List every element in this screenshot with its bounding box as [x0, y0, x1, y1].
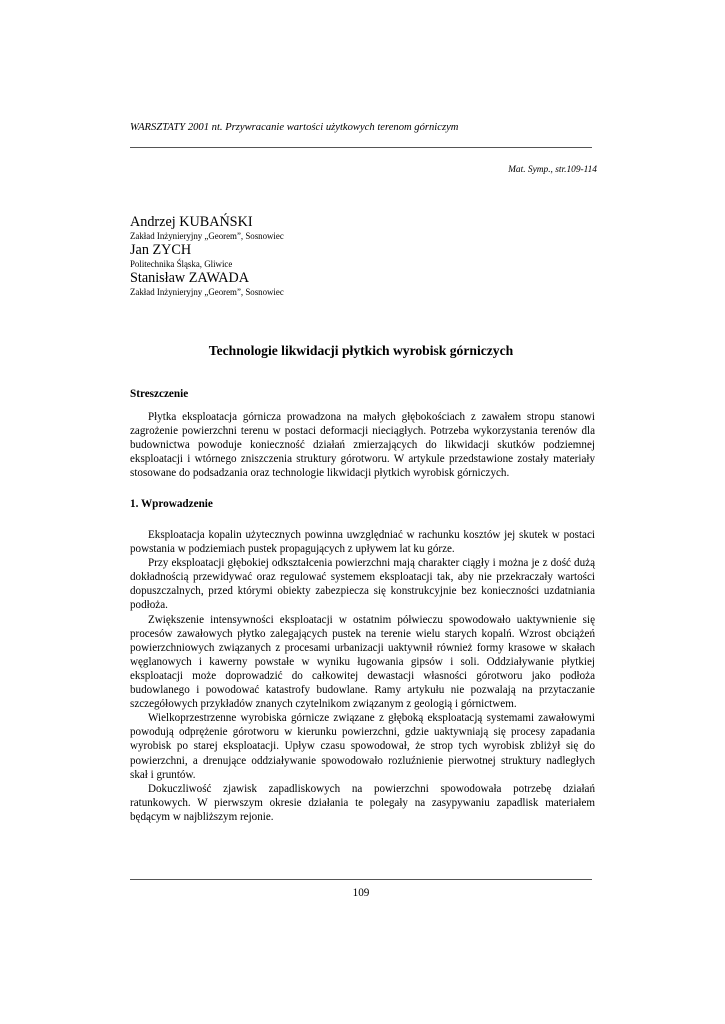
abstract-body [130, 410, 595, 480]
abstract-text: Płytka eksploatacja górnicza prowadzona na małych głębokościach z zawałem stropu stanowi zagrożenie powierzchni terenu w postaci deformacji nieciągłych. Potrzeba wykorzystania terenów dla budownictwa powoduje konieczność działań zmierzających do likwidacji skutków podziemnej eksploatacji i wtórnego zniszczenia struktury górotworu. W artykule przedstawione zostały materiały stosowane do podsadzania oraz technologie likwidacji płytkich wyrobisk górniczych. [130, 411, 595, 480]
header-rule [130, 147, 592, 148]
author-affiliation: Zakład Inżynieryjny „Georem”, Sosnowiec [130, 287, 284, 297]
author-affiliation: Politechnika Śląska, Gliwice [130, 259, 233, 269]
author-affiliation: Zakład Inżynieryjny „Georem”, Sosnowiec [130, 231, 284, 241]
author-name: Andrzej KUBAŃSKI [130, 214, 253, 230]
page-number: 109 [352, 887, 370, 899]
footer-rule [130, 879, 592, 880]
author-name: Jan ZYCH [130, 242, 192, 258]
section-heading: 1. Wprowadzenie [130, 498, 213, 510]
author-list [130, 214, 284, 298]
author-name: Stanisław ZAWADA [130, 270, 250, 286]
paragraph: Przy eksploatacji głębokiej odkształcenia powierzchni mają charakter ciągły i można je z dość dużą dokładnością przewidywać oraz regulować systemem eksploatacji tak, aby nie przekraczały wartości dopuszczalnych, przed którymi obiekty zabezpiecza się konstrukcyjnie bez konieczności uzdatniania podłoża. [130, 557, 595, 612]
paper-title: Technologie likwidacji płytkich wyrobisk górniczych [208, 343, 514, 358]
paragraph: Eksploatacja kopalin użytecznych powinna uwzględniać w rachunku kosztów jej skutek w postaci powstania w podziemiach pustek propagujących z upływem lat ku górze. [130, 529, 595, 556]
paragraph: Wielkoprzestrzenne wyrobiska górnicze związane z głęboką eksploatacją systemami zawałowymi powodują odprężenie górotworu w kierunku powierzchni, gdzie uaktywniają się procesy zapadania wyrobisk po starej eksploatacji. Upływ czasu spowodował, że strop tych wyrobisk zbliżył się do powierzchni, a drenujące oddziaływanie spowodowało rozluźnienie pierwotnej struktury nadległych skał i gruntów. [130, 712, 595, 781]
running-header: WARSZTATY 2001 nt. Przywracanie wartości użytkowych terenom górniczym [130, 122, 459, 133]
paragraph: Dokuczliwość zjawisk zapadliskowych na powierzchni spowodowała potrzebę działań ratunkowych. W pierwszym okresie działania te polegały na zasypywaniu zapadlisk materiałem będącym w najbliższym rejonie. [130, 782, 595, 823]
introduction-body [130, 528, 595, 824]
citation: Mat. Symp., str.109-114 [508, 165, 597, 175]
abstract-heading: Streszczenie [130, 388, 189, 400]
paragraph: Zwiększenie intensywności eksploatacji w ostatnim półwieczu spowodowało uaktywnienie się procesów zawałowych płytko zalegających pustek na terenie wielu starych kopalń. Wzrost obciążeń powierzchniowych związanych z procesami urbanizacji uaktywnił również formy krasowe w skałach węglanowych i kawerny powstałe w wyniku ługowania gipsów i soli. Oddziaływanie płytkiej eksploatacji może doprowadzić do całkowitej dewastacji własności górotworu jako podłoża budowlanego i powodować katastrofy budowlane. Ramy artykułu nie pozwalają na przytaczanie szczegółowych przykładów znanych czytelnikom związanym z geologią i górnictwem. [130, 613, 595, 711]
